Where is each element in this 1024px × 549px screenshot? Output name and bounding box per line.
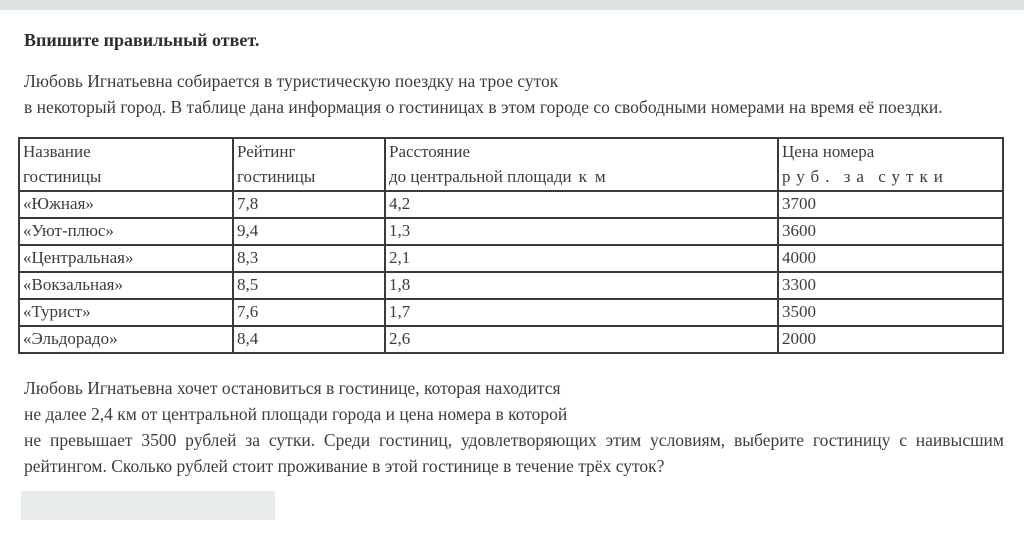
column-header-price: Цена номера руб. за сутки bbox=[778, 138, 1003, 191]
hotel-price-cell: 2000 bbox=[778, 326, 1003, 353]
hotel-price-cell: 3600 bbox=[778, 218, 1003, 245]
intro-paragraph bbox=[24, 68, 1004, 120]
hotel-rating-cell: 7,8 bbox=[233, 191, 385, 218]
hotel-rating-cell: 7,6 bbox=[233, 299, 385, 326]
table-row bbox=[19, 245, 1003, 272]
hotel-name-cell: «Центральная» bbox=[19, 245, 233, 272]
hotel-distance-cell: 1,3 bbox=[385, 218, 778, 245]
column-header-distance: Расстояние до центральной площади км bbox=[385, 138, 778, 191]
hotel-name-cell: «Эльдорадо» bbox=[19, 326, 233, 353]
hotel-price-cell: 3700 bbox=[778, 191, 1003, 218]
table-row bbox=[19, 326, 1003, 353]
hotel-rating-cell: 9,4 bbox=[233, 218, 385, 245]
hotel-rating-cell: 8,3 bbox=[233, 245, 385, 272]
answer-input[interactable] bbox=[21, 491, 275, 520]
hotel-distance-cell: 2,1 bbox=[385, 245, 778, 272]
distance-unit-label: км bbox=[578, 167, 614, 186]
intro-line-1: Любовь Игнатьевна собирается в туристическую поездку на трое суток bbox=[24, 71, 559, 91]
hotel-distance-cell: 2,6 bbox=[385, 326, 778, 353]
table-row bbox=[19, 218, 1003, 245]
hotel-distance-cell: 1,8 bbox=[385, 272, 778, 299]
hotel-name-cell: «Турист» bbox=[19, 299, 233, 326]
question-line-1: Любовь Игнатьевна хочет остановиться в гостинице, которая находится bbox=[24, 378, 561, 398]
question-line-2: не далее 2,4 км от центральной площади города и цена номера в которой bbox=[24, 404, 568, 424]
column-header-rating: Рейтинг гостиницы bbox=[233, 138, 385, 191]
question-rest: не превышает 3500 рублей за сутки. Среди гостиниц, удовлетворяющих этим условиям, выберите гостиницу с наивысшим рейтингом. Сколько рублей стоит проживание в этой гостинице в течение трёх суток? bbox=[24, 430, 1004, 476]
hotel-price-cell: 4000 bbox=[778, 245, 1003, 272]
table-row bbox=[19, 191, 1003, 218]
hotel-name-cell: «Вокзальная» bbox=[19, 272, 233, 299]
page-title: Впишите правильный ответ. bbox=[24, 30, 260, 50]
hotel-rating-cell: 8,5 bbox=[233, 272, 385, 299]
table-row bbox=[19, 299, 1003, 326]
hotel-price-cell: 3500 bbox=[778, 299, 1003, 326]
table-header-row bbox=[19, 138, 1003, 191]
top-bar bbox=[0, 0, 1024, 10]
task-content bbox=[0, 10, 1024, 520]
hotel-name-cell: «Южная» bbox=[19, 191, 233, 218]
price-unit-label: руб. за сутки bbox=[782, 167, 949, 186]
intro-line-2: в некоторый город. В таблице дана информация о гостиницах в этом городе со свободными номерами на время её поездки. bbox=[24, 97, 943, 117]
hotels-table bbox=[18, 137, 1004, 354]
hotel-rating-cell: 8,4 bbox=[233, 326, 385, 353]
question-paragraph bbox=[24, 375, 1004, 479]
hotel-price-cell: 3300 bbox=[778, 272, 1003, 299]
table-row bbox=[19, 272, 1003, 299]
hotel-name-cell: «Уют-плюс» bbox=[19, 218, 233, 245]
hotel-distance-cell: 4,2 bbox=[385, 191, 778, 218]
column-header-name: Название гостиницы bbox=[19, 138, 233, 191]
hotel-distance-cell: 1,7 bbox=[385, 299, 778, 326]
